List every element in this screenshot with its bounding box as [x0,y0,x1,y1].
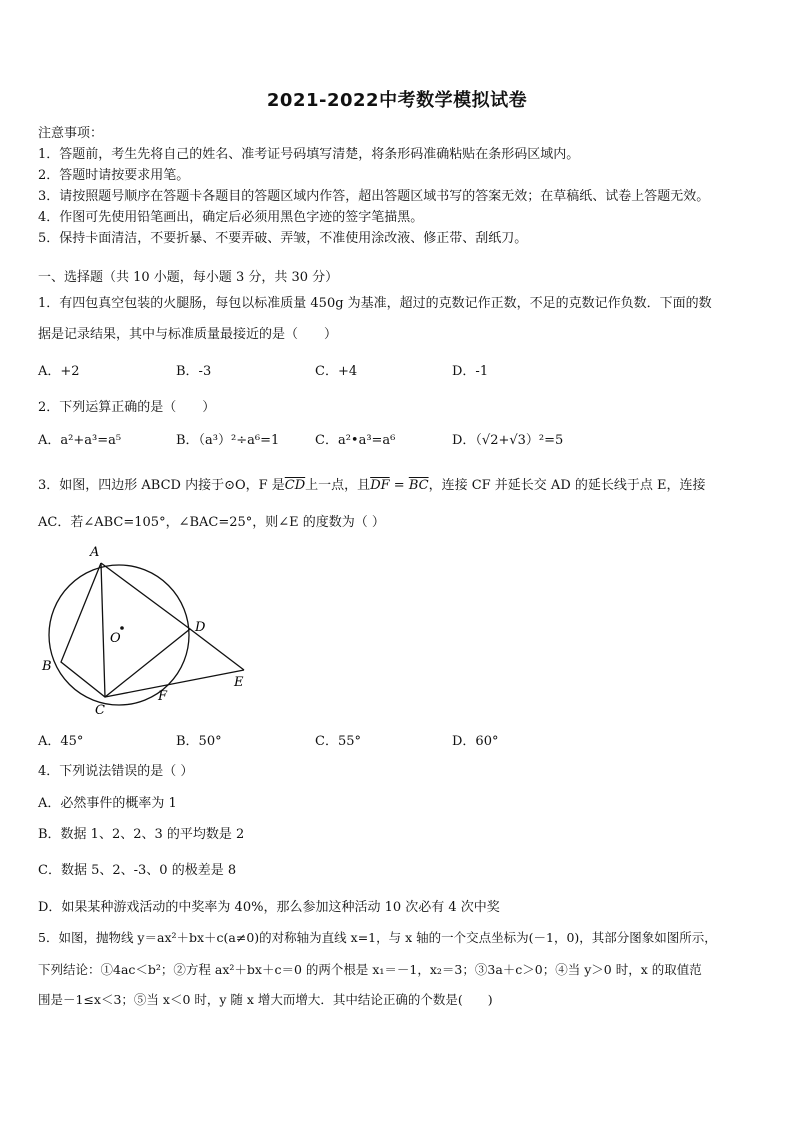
label-d: D [195,620,206,635]
question-4-option: D．如果某种游戏活动的中奖率为 40%，那么参加这种活动 10 次必有 4 次中奖 [38,900,500,915]
notice-heading: 注意事项： [38,126,104,141]
question-5-line: 下列结论：①4ac＜b²；②方程 ax²＋bx＋c＝0 的两个根是 x₁＝－1，x₂＝3；③3a＋c＞0；④当 y＞0 时，x 的取值范 [38,962,702,977]
section-heading: 一、选择题（共 10 小题，每小题 3 分，共 30 分） [38,270,339,285]
notice-item: 1．答题前，考生先将自己的姓名、准考证号码填写清楚，将条形码准确粘贴在条形码区域内。 [38,147,580,162]
notice-item: 2．答题时请按要求用笔。 [38,168,190,183]
page-title: 2021-2022中考数学模拟试卷 [266,90,528,111]
notice-item: 3．请按照题号顺序在答题卡各题目的答题区域内作答，超出答题区域书写的答案无效；在草稿纸、试卷上答题无效。 [38,189,710,204]
quadrilateral-abcd [61,563,190,697]
question-4-option: C．数据 5、2、-3、0 的极差是 8 [38,863,237,878]
label-f: F [158,689,168,704]
label-a: A [90,545,100,560]
center-point [120,626,124,630]
label-b: B [42,659,52,674]
question-1-line: 据是记录结果，其中与标准质量最接近的是（ ） [38,327,338,342]
option-b: B．50° [176,734,222,749]
arc-bc: $\overline{BC}$ [408,478,429,493]
option-c: C．+4 [315,364,358,379]
option-a: A．45° [38,734,84,749]
label-e: E [234,675,244,690]
option-c: C．55° [315,734,361,749]
question-2-stem: 2．下列运算正确的是（ ） [38,400,216,415]
arc-cd: $\overline{CD}$ [284,478,306,493]
segment-ce [105,670,244,697]
option-b: B．-3 [176,364,212,379]
question-1-line: 1．有四包真空包装的火腿肠，每包以标准质量 450g 为基准，超过的克数记作正数，不足的克数记作负数．下面的数 [38,296,712,311]
notice-item: 4．作图可先使用铅笔画出，确定后必须用黑色字迹的签字笔描黑。 [38,210,424,225]
question-3-line [38,474,706,493]
option-d: D．60° [452,734,499,749]
question-4-option: B．数据 1、2、2、3 的平均数是 2 [38,827,245,842]
label-c: C [95,703,105,718]
question-3-line: AC．若∠ABC=105°，∠BAC=25°，则∠E 的度数为（ ） [38,515,385,530]
question-3-text: 3．如图，四边形 ABCD 内接于⊙O，F 是 [38,478,285,493]
option-d: D．-1 [452,364,489,379]
segment-ac [101,563,105,697]
question-5-line: 5．如图，抛物线 y＝ax²＋bx＋c(a≠0)的对称轴为直线 x=1，与 x 轴的一个交点坐标为(－1，0)，其部分图象如图所示， [38,930,717,945]
question-3-text: 上一点，且 [305,478,371,493]
option-c: C．a²•a³=a⁶ [315,433,396,448]
segment-de [190,629,244,670]
option-b: B．（a³）²÷a⁶=1 [176,433,280,448]
question-4-stem: 4．下列说法错误的是（ ） [38,764,194,779]
equals-sign: = [389,478,409,493]
circle-quadrilateral-figure [36,542,256,718]
option-a: A．a²+a³=a⁵ [38,433,122,448]
question-3-text: ，连接 CF 并延长交 AD 的延长线于点 E，连接 [428,478,706,493]
option-d: D．（√2+√3）²=5 [452,433,564,448]
option-a: A．+2 [38,364,80,379]
arc-df: $\overline{DF}$ [370,478,390,493]
notice-item: 5．保持卡面清洁，不要折暴、不要弄破、弄皱，不准使用涂改液、修正带、刮纸刀。 [38,231,528,246]
question-5-line: 围是－1≤x＜3；⑤当 x＜0 时，y 随 x 增大而增大．其中结论正确的个数是( ) [38,992,493,1007]
label-o: O [110,631,121,646]
question-4-option: A．必然事件的概率为 1 [38,796,177,811]
